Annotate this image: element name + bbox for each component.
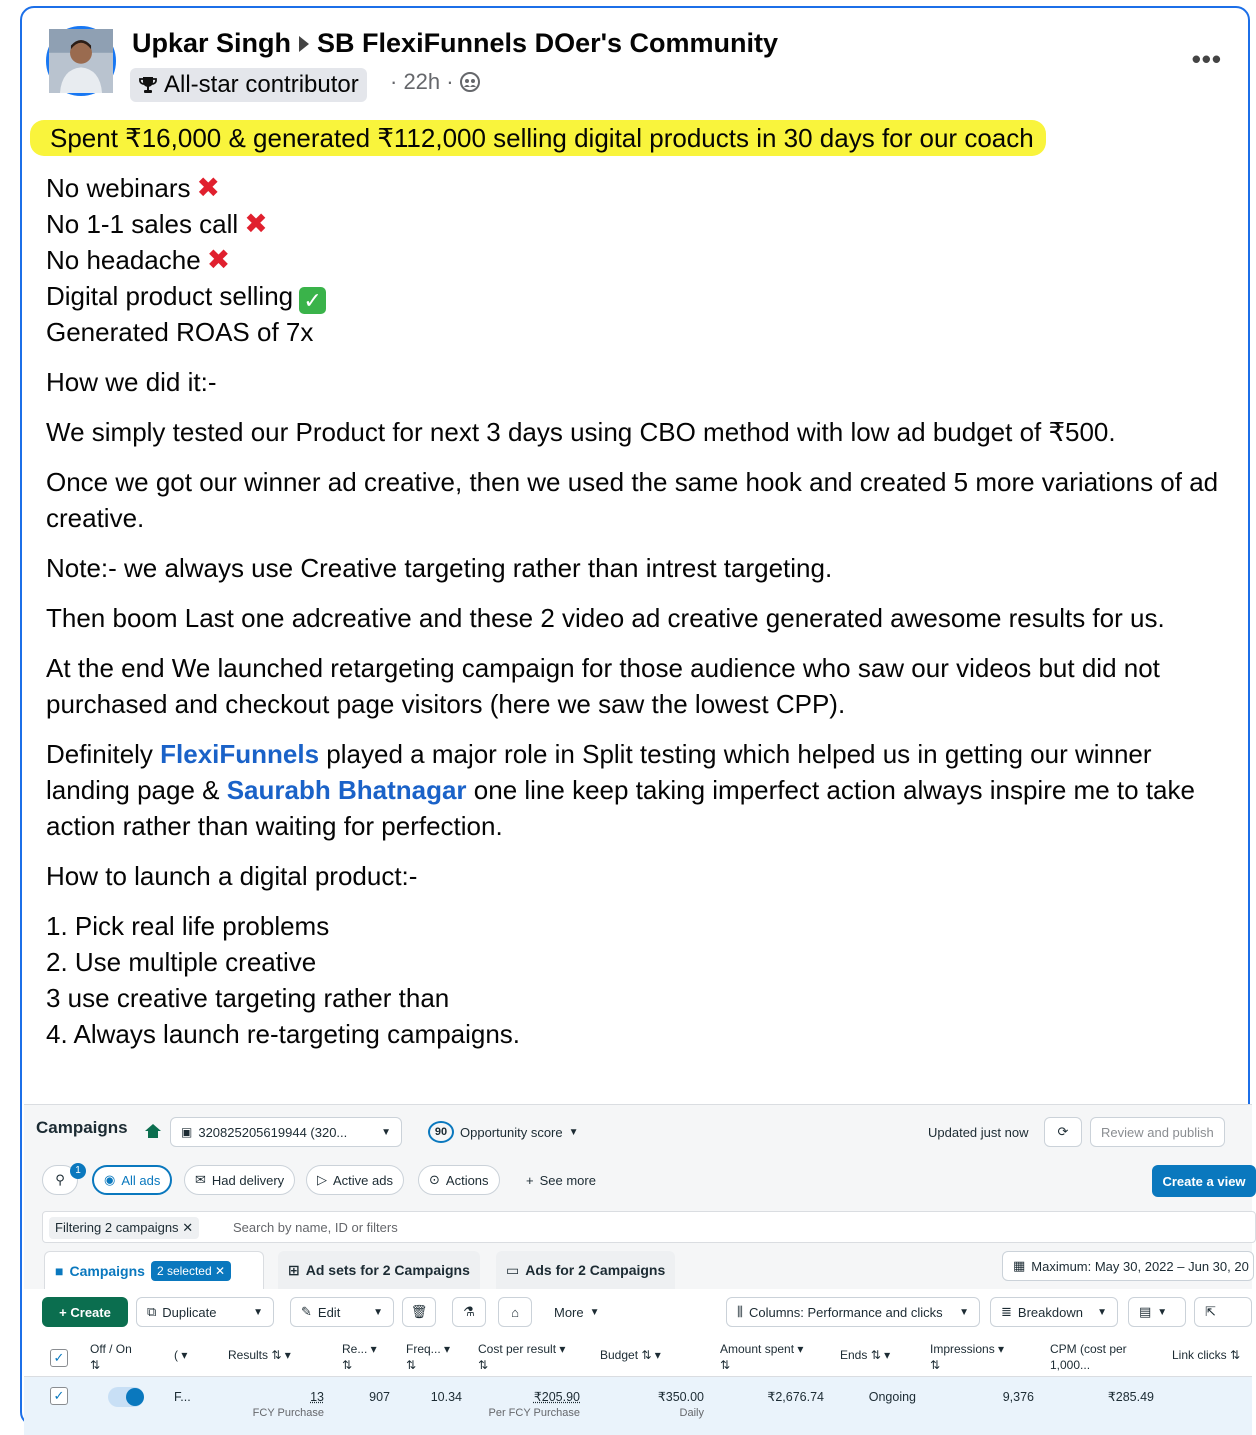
- caret-right-icon: [299, 36, 309, 52]
- create-view-button[interactable]: Create a view: [1152, 1165, 1256, 1197]
- filter-all-ads[interactable]: ◉ All ads: [92, 1165, 172, 1195]
- duplicate-icon: ⧉: [147, 1304, 157, 1319]
- tab-campaigns[interactable]: ■ Campaigns 2 selected ✕: [44, 1251, 264, 1289]
- edit-button[interactable]: ✎ Edit ▼: [290, 1297, 394, 1327]
- selected-chip[interactable]: 2 selected ✕: [151, 1261, 231, 1281]
- actions-icon: ⊙: [429, 1172, 440, 1187]
- cross-mark-icon: ✖: [206, 244, 231, 275]
- breakdown-button[interactable]: ≣ Breakdown ▼: [990, 1297, 1118, 1327]
- cell-budget: ₹350.00 Daily: [657, 1390, 704, 1419]
- tab-ad-sets[interactable]: ⊞ Ad sets for 2 Campaigns: [278, 1251, 480, 1289]
- column-link-clicks[interactable]: Link clicks ⇅: [1172, 1348, 1241, 1362]
- export-button[interactable]: [1194, 1297, 1252, 1327]
- reports-icon: ▤: [1139, 1304, 1152, 1319]
- filter-chip[interactable]: Filtering 2 campaigns ✕: [49, 1217, 199, 1239]
- column-cost-per-result[interactable]: Cost per result ▾ ⇅: [478, 1342, 566, 1372]
- post-headline: Spent ₹16,000 & generated ₹112,000 selling digital products in 30 days for our coach: [30, 120, 1046, 156]
- cell-ends: Ongoing: [868, 1390, 916, 1404]
- post-author-line: [132, 28, 778, 59]
- column-frequency[interactable]: Freq... ▾ ⇅: [406, 1342, 451, 1372]
- paragraph: Note:- we always use Creative targeting rather than intrest targeting.: [46, 553, 833, 583]
- ads-manager-screenshot[interactable]: [24, 1104, 1252, 1434]
- column-name[interactable]: ( ▾: [174, 1348, 188, 1362]
- chevron-down-icon: ▼: [1157, 1306, 1168, 1318]
- calendar-icon: ▦: [1013, 1258, 1026, 1273]
- review-publish-button[interactable]: Review and publish: [1090, 1117, 1225, 1147]
- column-ends[interactable]: Ends ⇅ ▾: [840, 1348, 891, 1362]
- paragraph: Once we got our winner ad creative, then we used the same hook and created 5 more variations of ad creative.: [46, 467, 1219, 533]
- account-selector[interactable]: ▣ 320825205619944 (320... ▼: [170, 1117, 402, 1147]
- group-audience-icon: [460, 72, 480, 92]
- group-name[interactable]: SB FlexiFunnels DOer's Community: [317, 28, 779, 58]
- cell-frequency: 10.34: [430, 1390, 462, 1404]
- export-icon: ⇱: [1205, 1304, 1216, 1319]
- column-impressions[interactable]: Impressions ▾ ⇅: [930, 1342, 1005, 1372]
- search-placeholder: Search by name, ID or filters: [233, 1220, 398, 1235]
- list-item: 3 use creative targeting rather than: [46, 983, 450, 1013]
- column-results[interactable]: Results ⇅ ▾: [228, 1348, 291, 1362]
- cell-cpm: ₹285.49: [1107, 1390, 1154, 1404]
- post-time[interactable]: · 22h ·: [390, 69, 454, 94]
- account-status-icon: [144, 1123, 162, 1139]
- envelope-icon: ✉: [195, 1172, 206, 1187]
- check-mark-icon: ✓: [299, 287, 326, 314]
- paragraph: At the end We launched retargeting campaign for those audience who saw our videos but did not purchased and checkout page visitors (here we saw the lowest CPP).: [46, 653, 1160, 719]
- mention-flexifunnels[interactable]: FlexiFunnels: [160, 739, 320, 769]
- cell-reach: 907: [369, 1390, 390, 1404]
- campaign-name[interactable]: F...: [174, 1390, 191, 1404]
- list-item: No headache ✖: [46, 244, 231, 275]
- cross-mark-icon: ✖: [244, 208, 268, 239]
- cell-impressions: 9,376: [1002, 1390, 1034, 1404]
- tab-ads[interactable]: ▭ Ads for 2 Campaigns: [496, 1251, 675, 1289]
- eye-icon: ◉: [104, 1172, 116, 1187]
- score-ring: 90: [428, 1121, 454, 1143]
- list-item: 1. Pick real life problems: [46, 911, 330, 941]
- paragraph: Definitely FlexiFunnels played a major role in Split testing which helped us in getting our winner landing page & Saurabh Bhatnagar one line keep taking imperfect action always inspire me to take action rather than waiting for perfection.: [46, 739, 1195, 841]
- updated-status: Updated just now: [928, 1125, 1029, 1140]
- cross-mark-icon: ✖: [196, 172, 220, 203]
- account-icon: ▣: [181, 1125, 193, 1139]
- campaign-table: [24, 1333, 1252, 1435]
- create-button[interactable]: + Create: [42, 1297, 128, 1327]
- pencil-icon: ✎: [301, 1304, 312, 1319]
- chevron-down-icon: ▼: [568, 1126, 579, 1138]
- paragraph: How we did it:-: [46, 367, 217, 397]
- reports-button[interactable]: [1128, 1297, 1186, 1327]
- filter-count-badge: 1: [70, 1163, 86, 1179]
- column-budget[interactable]: Budget ⇅ ▾: [600, 1348, 661, 1362]
- columns-button[interactable]: ⫼ Columns: Performance and clicks ▼: [726, 1297, 980, 1327]
- close-icon[interactable]: ✕: [182, 1220, 194, 1235]
- row-checkbox[interactable]: ✓: [50, 1387, 68, 1405]
- cell-cost-per-result: ₹205.90 Per FCY Purchase: [488, 1390, 580, 1419]
- paragraph: Then boom Last one adcreative and these 2 video ad creative generated awesome results for us.: [46, 603, 1165, 633]
- cell-amount-spent: ₹2,676.74: [767, 1390, 824, 1404]
- grid-icon: ⊞: [288, 1261, 300, 1278]
- table-toolbar: [24, 1289, 1252, 1333]
- search-bar[interactable]: [42, 1211, 1256, 1243]
- breakdown-icon: ≣: [1001, 1304, 1012, 1319]
- paragraph: How to launch a digital product:-: [46, 861, 418, 891]
- filter-active-ads[interactable]: ▷ Active ads: [306, 1165, 404, 1195]
- badge-label: All-star contributor: [164, 71, 359, 98]
- select-all-checkbox[interactable]: ✓: [50, 1349, 68, 1367]
- column-amount-spent[interactable]: Amount spent ▾ ⇅: [720, 1342, 804, 1372]
- post-card: [20, 6, 1250, 1426]
- filter-had-delivery[interactable]: ✉ Had delivery: [184, 1165, 295, 1195]
- cell-results: 13 FCY Purchase: [252, 1390, 324, 1419]
- refresh-icon[interactable]: ⟳: [1044, 1117, 1082, 1147]
- columns-icon: ⫼: [737, 1304, 743, 1319]
- delete-icon[interactable]: 🗑: [402, 1297, 436, 1327]
- filter-actions[interactable]: ⊙ Actions: [418, 1165, 500, 1195]
- flask-icon[interactable]: ⚗: [452, 1297, 486, 1327]
- post-meta: [390, 69, 480, 95]
- author-avatar[interactable]: [46, 26, 116, 96]
- chevron-down-icon: ▼: [381, 1126, 391, 1138]
- chevron-down-icon: ▼: [589, 1306, 600, 1318]
- tag-icon[interactable]: ⌂: [498, 1297, 532, 1327]
- date-range-picker[interactable]: ▦ Maximum: May 30, 2022 – Jun 30, 20: [1002, 1251, 1254, 1281]
- campaign-toggle[interactable]: [108, 1387, 144, 1407]
- ad-icon: ▭: [506, 1261, 520, 1278]
- mention-saurabh-bhatnagar[interactable]: Saurabh Bhatnagar: [226, 775, 467, 805]
- trophy-icon: [138, 75, 158, 95]
- contributor-badge[interactable]: [130, 68, 367, 102]
- chevron-down-icon: ▼: [373, 1306, 383, 1318]
- column-off-on[interactable]: Off / On ⇅: [90, 1342, 132, 1372]
- opportunity-score[interactable]: 90 Opportunity score ▼: [418, 1117, 589, 1147]
- list-item: 2. Use multiple creative: [46, 947, 317, 977]
- paragraph: We simply tested our Product for next 3 days using CBO method with low ad budget of ₹500.: [46, 417, 1116, 447]
- table-row[interactable]: [24, 1377, 1252, 1435]
- avatar-photo: [49, 29, 113, 93]
- chevron-down-icon: ▼: [959, 1306, 969, 1318]
- list-item: Digital product selling ✓: [46, 278, 1236, 314]
- list-item: No webinars ✖: [46, 172, 220, 203]
- folder-icon: ■: [55, 1262, 64, 1279]
- steps-list: [46, 908, 1236, 1052]
- post-body: [46, 120, 1236, 1052]
- play-icon: ▷: [317, 1172, 327, 1187]
- list-item: 4. Always launch re-targeting campaigns.: [46, 1019, 521, 1049]
- plus-icon: +: [526, 1172, 534, 1188]
- list-item: No 1-1 sales call ✖: [46, 208, 268, 239]
- more-button[interactable]: More ▼: [554, 1304, 600, 1320]
- search-icon[interactable]: ⚲: [42, 1165, 78, 1195]
- author-name[interactable]: Upkar Singh: [132, 28, 292, 58]
- list-item: Generated ROAS of 7x: [46, 317, 314, 347]
- duplicate-button[interactable]: ⧉ Duplicate ▼: [136, 1297, 274, 1327]
- post-options-icon[interactable]: •••: [1191, 44, 1222, 74]
- see-more-button[interactable]: + See more: [526, 1172, 596, 1188]
- column-cpm[interactable]: CPM (cost per 1,000...: [1050, 1342, 1127, 1372]
- feature-list: [46, 170, 1236, 350]
- column-reach[interactable]: Re... ▾ ⇅: [342, 1342, 377, 1372]
- chevron-down-icon: ▼: [1097, 1306, 1107, 1318]
- ads-title: Campaigns: [36, 1118, 128, 1137]
- chevron-down-icon: ▼: [253, 1306, 263, 1318]
